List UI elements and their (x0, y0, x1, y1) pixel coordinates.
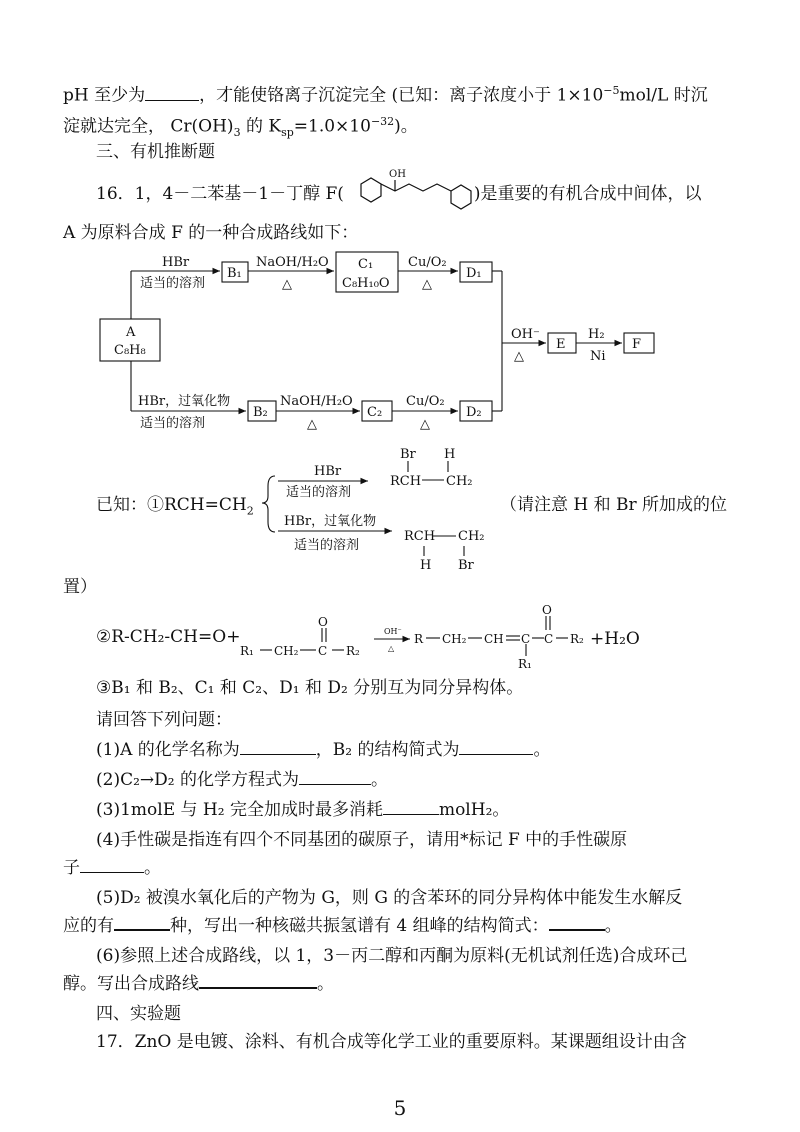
atom-o: O (542, 603, 552, 617)
label-E: E (556, 337, 566, 352)
group-r1: R₁ (240, 644, 254, 658)
label-A-formula: C₈H₈ (114, 343, 146, 358)
text-span: 16．1，4－二苯基－1－丁醇 F( (96, 184, 344, 204)
text-span: 淀就达完全， Cr(OH) (63, 116, 234, 137)
atom-o: O (318, 615, 328, 629)
text-span: 。 (371, 770, 388, 790)
group-r: R (414, 632, 424, 646)
text-span: ，B₂ 的结构简式为 (315, 740, 460, 760)
sub-question-1 (96, 739, 550, 761)
text-span: ，才能使铬离子沉淀完全 (已知：离子浓度小于 1×10 (199, 85, 604, 106)
reagent-hbr-peroxide: HBr，过氧化物 (138, 394, 231, 409)
text-span: (2)C₂→D₂ 的化学方程式为 (96, 770, 299, 790)
sub-question-3 (96, 799, 509, 821)
atom-c: C (544, 632, 554, 646)
text-span: )。 (394, 116, 418, 137)
heat-symbol: △ (282, 277, 292, 292)
text-span: molH₂。 (438, 800, 510, 820)
reagent-oh: OH⁻ (511, 327, 540, 342)
answer-blank-3[interactable] (383, 814, 439, 815)
catalyst-ni: Ni (590, 349, 606, 364)
instruction: 请回答下列问题： (96, 710, 232, 730)
text-span: 种，写出一种核磁共振氢谱有 4 组峰的结构简式： (170, 916, 549, 936)
sub-question-6: (6)参照上述合成路线，以 1，3－丙二醇和丙酮为原料(无机试剂任选)合成环己 (96, 946, 688, 966)
atom-c: C (318, 644, 328, 658)
answer-blank-6[interactable] (199, 987, 317, 989)
heat-symbol: △ (307, 417, 317, 432)
label-D1: D₁ (466, 266, 482, 281)
known-1-note: （请注意 H 和 Br 所加成的位 (500, 495, 728, 515)
atom-h: H (420, 558, 432, 573)
label-C2: C₂ (367, 405, 383, 420)
known-2-lhs: ②R-CH₂-CH=O+ (96, 627, 241, 647)
group-ch2: CH₂ (442, 632, 467, 646)
text-span: =1.0×10 (293, 116, 371, 137)
atom-c: C (521, 632, 531, 646)
oh-label: OH (389, 169, 406, 180)
text-span: 应的有 (63, 916, 114, 936)
text-span: 。 (144, 858, 161, 878)
known-1-end: 置） (63, 577, 97, 597)
superscript: −32 (370, 115, 395, 128)
text-span: )是重要的有机合成中间体，以 (473, 184, 702, 204)
reagent-hbr-top: HBr (162, 255, 190, 270)
label-C1-formula: C₈H₁₀O (342, 276, 390, 291)
subscript: 2 (246, 504, 254, 518)
section-heading-experiment: 四、实验题 (96, 1004, 181, 1024)
heat-symbol: △ (514, 349, 524, 364)
text-span: 。 (604, 916, 622, 936)
condition-solvent: 适当的溶剂 (294, 538, 360, 553)
reagent-oh: OH⁻ (384, 627, 402, 636)
question-16-line-2: A 为原料合成 F 的一种合成路线如下： (63, 223, 359, 243)
answer-blank-1b[interactable] (459, 754, 533, 755)
condition-solvent-top: 适当的溶剂 (140, 276, 206, 291)
reagent-h2: H₂ (588, 327, 605, 342)
sub-question-5: (5)D₂ 被溴水氧化后的产物为 G，则 G 的含苯环的同分异构体中能发生水解反 (96, 888, 683, 908)
reagent-hbr-peroxide: HBr，过氧化物 (284, 514, 377, 529)
superscript: −5 (603, 84, 620, 97)
heat-symbol: △ (420, 417, 430, 432)
text-span: 的 K (240, 116, 282, 137)
group-r2: R₂ (346, 644, 360, 658)
group-ch2: CH₂ (446, 474, 473, 489)
text-span: 。 (317, 974, 334, 994)
label-F: F (632, 337, 642, 352)
atom-br: Br (400, 447, 416, 462)
answer-blank-4[interactable] (80, 872, 144, 873)
atom-h: H (444, 447, 456, 462)
subscript: 3 (233, 126, 241, 140)
answer-blank-5b[interactable] (549, 929, 605, 931)
label-B1: B₁ (227, 266, 242, 281)
sub-question-2 (96, 769, 388, 791)
reagent-naoh-top: NaOH/H₂O (256, 255, 329, 270)
text-span: 已知：①RCH=CH (96, 495, 247, 515)
condition-solvent: 适当的溶剂 (286, 485, 352, 500)
group-ch2: CH₂ (274, 644, 299, 658)
label-A: A (126, 325, 136, 340)
plus-water: +H₂O (590, 629, 640, 649)
reagent-hbr: HBr (314, 464, 342, 479)
section-heading-organic: 三、有机推断题 (96, 142, 215, 162)
subscript: sp (281, 126, 294, 140)
known-3: ③B₁ 和 B₂、C₁ 和 C₂、D₁ 和 D₂ 分别互为同分异构体。 (96, 678, 524, 698)
answer-blank-1a[interactable] (240, 754, 316, 755)
group-ch2: CH₂ (458, 529, 485, 544)
group-rch: RCH (404, 529, 436, 544)
reagent-cuo2-bottom: Cu/O₂ (406, 394, 445, 409)
answer-blank-5a[interactable] (114, 929, 170, 931)
condition-solvent-bottom: 适当的溶剂 (140, 416, 206, 431)
text-span: (1)A 的化学名称为 (96, 740, 240, 760)
atom-br: Br (458, 558, 474, 573)
reagent-naoh-bottom: NaOH/H₂O (280, 394, 353, 409)
text-span: (3)1molE 与 H₂ 完全加成时最多消耗 (96, 800, 383, 820)
text-span: mol/L 时沉 (619, 85, 708, 106)
sub-question-4-cont (63, 857, 161, 879)
heat-symbol: △ (422, 277, 432, 292)
label-D2: D₂ (466, 405, 482, 420)
sub-question-6-cont (63, 973, 334, 995)
heat-symbol: △ (388, 644, 395, 653)
question-17: 17．ZnO 是电镀、涂料、有机合成等化学工业的重要原料。某课题组设计由含 (96, 1032, 687, 1052)
page-number: 5 (393, 1096, 407, 1120)
text-span: 。 (533, 740, 551, 760)
group-ch: CH (484, 632, 504, 646)
reagent-cuo2-top: Cu/O₂ (408, 255, 447, 270)
group-rch: RCH (390, 474, 422, 489)
sub-question-5-cont (63, 915, 622, 937)
answer-blank-2[interactable] (299, 784, 371, 785)
label-C1: C₁ (358, 257, 374, 272)
text-span: 子 (63, 858, 80, 878)
group-r2: R₂ (570, 632, 584, 646)
group-r1: R₁ (518, 657, 532, 671)
sub-question-4: (4)手性碳是指连有四个不同基团的碳原子，请用*标记 F 中的手性碳原 (96, 830, 628, 850)
text-span: pH 至少为 (63, 85, 146, 106)
text-span: 醇。写出合成路线 (63, 974, 199, 994)
label-B2: B₂ (253, 405, 268, 420)
